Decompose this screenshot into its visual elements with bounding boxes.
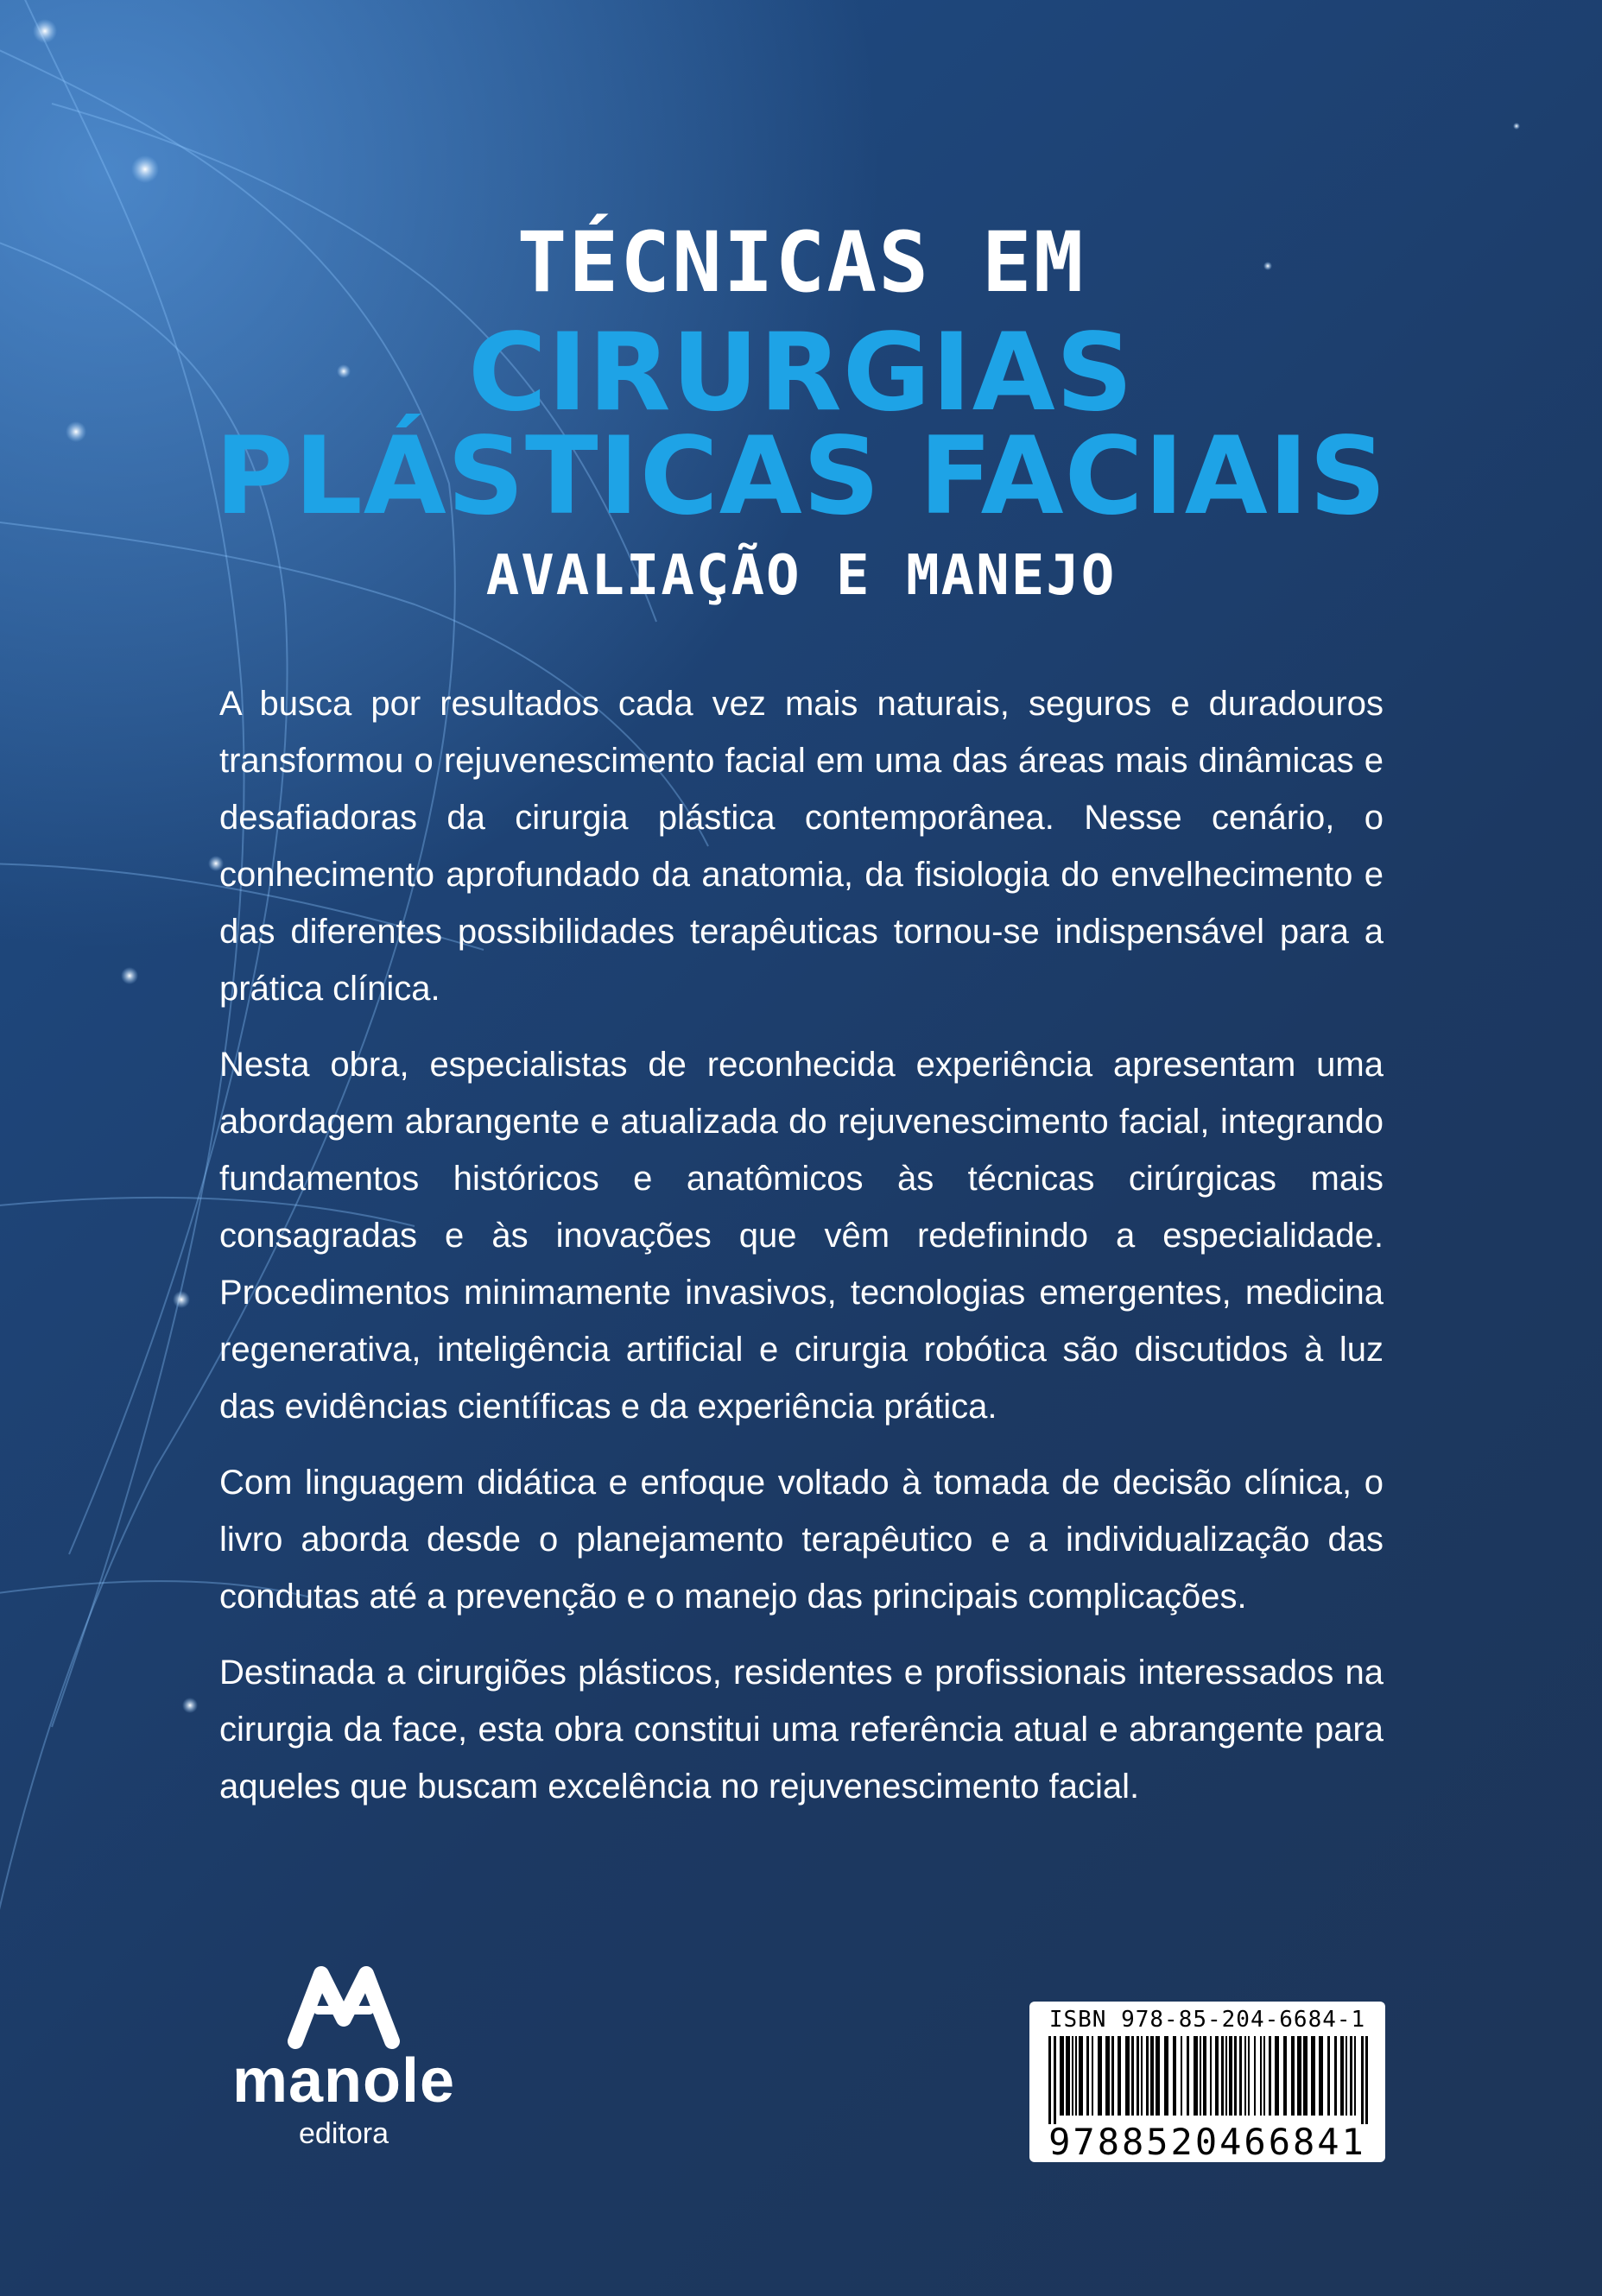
barcode bbox=[1029, 2002, 1385, 2162]
barcode-bar bbox=[1137, 2036, 1139, 2116]
barcode-bar bbox=[1221, 2036, 1224, 2116]
publisher-name: manole bbox=[231, 2046, 456, 2116]
barcode-bar bbox=[1350, 2036, 1352, 2116]
barcode-bars bbox=[1048, 2036, 1368, 2124]
title-line-1: TÉCNICAS EM bbox=[516, 214, 1086, 311]
barcode-bar bbox=[1311, 2036, 1315, 2116]
barcode-bar bbox=[1164, 2036, 1168, 2116]
barcode-bar bbox=[1303, 2036, 1308, 2116]
barcode-bar bbox=[1141, 2036, 1143, 2116]
barcode-bar bbox=[1254, 2036, 1256, 2116]
blurb-paragraph-4: Destinada a cirurgiões plásticos, residentes e profissionais interessados na cirurgia da face, esta obra constitui uma referência atual e abrangente para aqueles que buscam excelência no rejuvenescimento facial. bbox=[219, 1654, 1384, 1806]
barcode-bar bbox=[1146, 2036, 1149, 2116]
barcode-bar bbox=[1181, 2036, 1182, 2116]
barcode-bar bbox=[1048, 2036, 1051, 2124]
barcode-bar bbox=[1229, 2036, 1232, 2116]
barcode-bar bbox=[1173, 2036, 1176, 2116]
barcode-bar bbox=[1248, 2036, 1250, 2116]
blurb-paragraph-3: Com linguagem didática e enfoque voltado à tomada de decisão clínica, o livro aborda desde o planejamento terapêutico e a individualização das condutas até a prevenção e o manejo das principais complicações. bbox=[219, 1464, 1384, 1616]
barcode-bar bbox=[1291, 2036, 1295, 2116]
barcode-bar bbox=[1365, 2036, 1368, 2124]
barcode-bar bbox=[1334, 2036, 1337, 2116]
barcode-bar bbox=[1297, 2036, 1301, 2116]
barcode-bar bbox=[1346, 2036, 1347, 2116]
barcode-bar bbox=[1150, 2036, 1154, 2116]
barcode-bar bbox=[1072, 2036, 1073, 2116]
barcode-bar bbox=[1075, 2036, 1077, 2116]
barcode-bar bbox=[1260, 2036, 1262, 2116]
barcode-bar bbox=[1244, 2036, 1246, 2116]
barcode-bar bbox=[1111, 2036, 1114, 2116]
barcode-bar bbox=[1263, 2036, 1265, 2116]
barcode-bar bbox=[1194, 2036, 1198, 2116]
barcode-bar bbox=[1060, 2036, 1064, 2116]
manole-m-icon bbox=[283, 1958, 404, 2053]
barcode-bar bbox=[1086, 2036, 1089, 2116]
barcode-bar bbox=[1131, 2036, 1134, 2116]
barcode-bar bbox=[1269, 2036, 1271, 2116]
barcode-bar bbox=[1210, 2036, 1212, 2116]
barcode-bar bbox=[1361, 2036, 1364, 2124]
barcode-bar bbox=[1275, 2036, 1279, 2116]
barcode-bar bbox=[1118, 2036, 1121, 2116]
barcode-bar bbox=[1203, 2036, 1206, 2116]
blurb bbox=[219, 675, 1384, 1834]
blurb-paragraph-1: A busca por resultados cada vez mais naturais, seguros e duradouros transformou o rejuvenescimento facial em uma das áreas mais dinâmicas e desafiadoras da cirurgia plástica contemporânea. Nesse cenário, o conhecimento aprofundado da anatomia, da fisiologia do envelhecimento e das diferentes possibilidades terapêuticas tornou-se indispensável para a prática clínica. bbox=[219, 685, 1384, 1008]
barcode-bar bbox=[1098, 2036, 1102, 2116]
barcode-bar bbox=[1354, 2036, 1356, 2116]
publisher-sub: editora bbox=[299, 2117, 389, 2150]
barcode-bar bbox=[1215, 2036, 1219, 2116]
barcode-bar bbox=[1079, 2036, 1083, 2116]
isbn-label: ISBN 978-85-204-6684-1 bbox=[1048, 2007, 1366, 2033]
barcode-bar bbox=[1234, 2036, 1237, 2116]
barcode-bar bbox=[1239, 2036, 1242, 2116]
barcode-bar bbox=[1054, 2036, 1056, 2124]
ean-digits: 9788520466841 bbox=[1048, 2121, 1366, 2163]
barcode-bar bbox=[1200, 2036, 1201, 2116]
barcode-bar bbox=[1225, 2036, 1227, 2116]
barcode-bar bbox=[1187, 2036, 1189, 2116]
barcode-bar bbox=[1125, 2036, 1130, 2116]
publisher-logo bbox=[214, 1958, 473, 2150]
subtitle: AVALIAÇÃO E MANEJO bbox=[485, 544, 1117, 608]
title-line-2: CIRURGIAS bbox=[468, 311, 1134, 435]
barcode-bar bbox=[1092, 2036, 1093, 2116]
barcode-bar bbox=[1105, 2036, 1110, 2116]
barcode-bar bbox=[1066, 2036, 1070, 2116]
barcode-bar bbox=[1283, 2036, 1287, 2116]
barcode-bar bbox=[1327, 2036, 1330, 2116]
title-line-3: PLÁSTICAS FACIAIS bbox=[214, 414, 1388, 539]
blurb-paragraph-2: Nesta obra, especialistas de reconhecida experiência apresentam uma abordagem abrangente e atualizada do rejuvenescimento facial, integrando fundamentos históricos e anatômicos às técnicas cirúrgicas mais consagradas e às inovações que vêm redefinindo a especialidade. Procedimentos minimamente invasivos, tecnologias emergentes, medicina regenerativa, inteligência artificial e cirurgia robótica são discutidos à luz das evidências científicas e da experiência prática. bbox=[219, 1046, 1384, 1426]
barcode-bar bbox=[1156, 2036, 1160, 2116]
barcode-bar bbox=[1319, 2036, 1323, 2116]
barcode-bar bbox=[1340, 2036, 1344, 2116]
